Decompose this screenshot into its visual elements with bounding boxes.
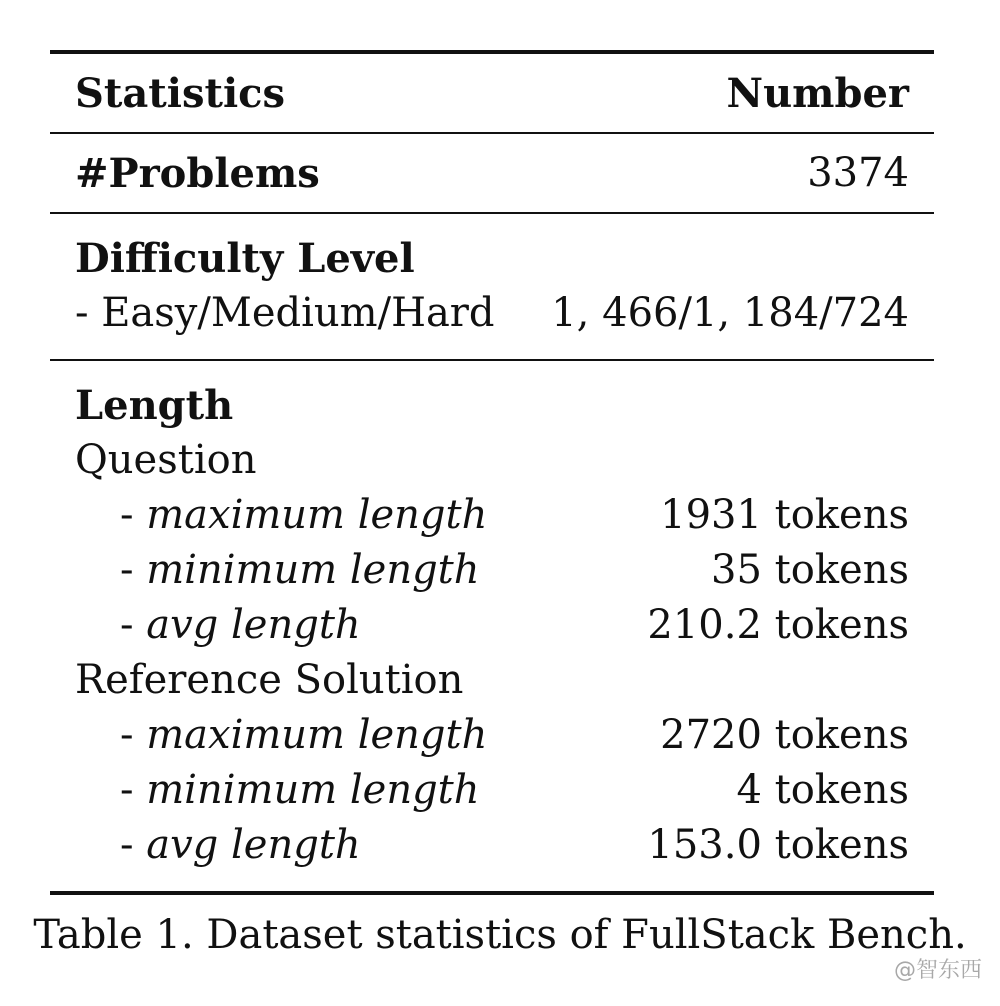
problems-value: 3374 xyxy=(807,149,909,196)
statistics-table xyxy=(50,50,934,895)
difficulty-label: - Easy/Medium/Hard xyxy=(75,290,495,336)
difficulty-value: 1, 466/1, 184/724 xyxy=(551,290,909,336)
dash: - xyxy=(120,767,147,813)
question-max-value: 1931 tokens xyxy=(660,492,909,538)
reference-avg-label xyxy=(75,818,361,873)
reference-avg-row xyxy=(50,818,934,873)
difficulty-row xyxy=(50,286,934,341)
header-statistics: Statistics xyxy=(75,69,286,117)
question-avg-text: avg length xyxy=(146,602,361,648)
reference-min-value: 4 tokens xyxy=(736,767,909,813)
dash: - xyxy=(120,822,147,868)
length-section xyxy=(50,361,934,891)
dash: - xyxy=(120,712,147,758)
question-min-row xyxy=(50,543,934,598)
watermark: @智东西 xyxy=(893,958,982,983)
reference-heading-row xyxy=(50,653,934,708)
reference-max-text: maximum length xyxy=(146,712,488,758)
question-avg-label xyxy=(75,598,361,653)
reference-max-value: 2720 tokens xyxy=(660,712,909,758)
question-heading: Question xyxy=(75,437,257,483)
difficulty-title: Difficulty Level xyxy=(75,235,415,282)
reference-avg-value: 153.0 tokens xyxy=(647,822,909,868)
dash: - xyxy=(120,547,147,593)
dash: - xyxy=(120,602,147,648)
length-title: Length xyxy=(75,382,234,429)
reference-min-text: minimum length xyxy=(146,767,480,813)
question-min-text: minimum length xyxy=(146,547,480,593)
reference-avg-text: avg length xyxy=(146,822,361,868)
length-title-row xyxy=(50,378,934,433)
question-heading-row xyxy=(50,433,934,488)
reference-max-label xyxy=(75,708,487,763)
reference-min-row xyxy=(50,763,934,818)
question-min-value: 35 tokens xyxy=(711,547,909,593)
header-number: Number xyxy=(726,69,909,117)
reference-heading: Reference Solution xyxy=(75,657,464,703)
question-max-label xyxy=(75,488,487,543)
reference-min-label xyxy=(75,763,480,818)
table-caption: Table 1. Dataset statistics of FullStack Bench. xyxy=(33,912,967,958)
question-max-text: maximum length xyxy=(146,492,488,538)
difficulty-section xyxy=(50,214,934,359)
question-avg-value: 210.2 tokens xyxy=(647,602,909,648)
reference-max-row xyxy=(50,708,934,763)
question-min-label xyxy=(75,543,480,598)
difficulty-title-row xyxy=(50,231,934,286)
problems-label: #Problems xyxy=(75,149,320,197)
question-max-row xyxy=(50,488,934,543)
question-avg-row xyxy=(50,598,934,653)
problems-row xyxy=(50,134,934,212)
table-bottom-rule xyxy=(50,891,934,895)
dash: - xyxy=(120,492,147,538)
table-header-row xyxy=(50,54,934,132)
